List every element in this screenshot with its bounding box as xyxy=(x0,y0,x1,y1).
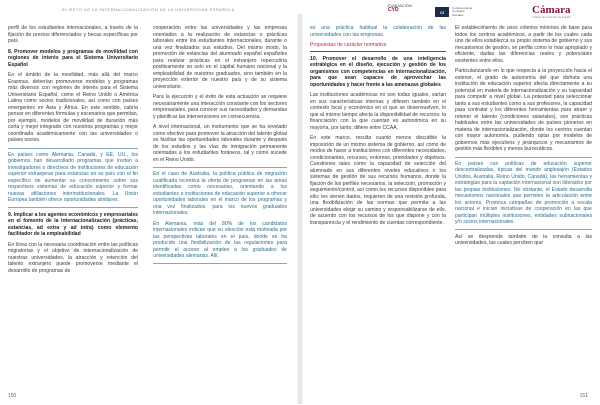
right-page-column-2 xyxy=(455,25,592,251)
page-number-right: 151 xyxy=(579,393,588,399)
book-gutter xyxy=(297,14,303,404)
right-page-column-1 xyxy=(310,25,446,230)
highlight-box: En países como Alemania, Canadá, y EE. UU., los gobiernos han desarrollado programas que invitan a investigadores o directivos de instituciones de educación superior extranjeras para estancias en su país con el fin específico de aumentar su conocimiento sobre sus respectivos sistemas de educación superior y formar nuevas afiliaciones interinstitucionales. La Unión Europea también ofrece oportunidades similares. xyxy=(8,148,138,208)
page-number-left: 150 xyxy=(8,393,17,399)
paragraph: Así se desprende también de la consulta a las universidades, las cuales perciben que xyxy=(455,233,592,246)
section-heading-10: 10. Promover el desarrollo de una inteligencia estratégica en el diseño, ejecución y gestión de los organismos con competencias en internacionalización, para que sean capaces de aprovechar las oportunidades y hacer frente a las amenazas globales xyxy=(310,55,446,88)
camara-logo xyxy=(532,4,571,20)
running-header: EL RETO DE LA INTERNACIONALIZACIÓN DE LA UNIVERSIDAD ESPAÑOLA xyxy=(62,7,235,12)
fundacion-cyd-logo xyxy=(388,4,412,20)
paragraph: Particularizando en lo que respecta a la proyección hacia el exterior, el grado de autonomía del que disfruta una institución de educación superior afecta directamente a su potencial en materia de internacionalización y su capacidad para competir a nivel global. La potestad para seleccionar tanto a sus estudiantes como a sus profesores, la capacidad para contratar y los diferentes herramientas para atraer y retener el talento (condiciones salariales), son prácticas habituales entre las universidades de países pioneros en materia de internacionalización, donde los centros cuentan con mayor autonomía, pudiendo optar por modelos de gobiernos más ejecutivos y jerárquicos y mecanismos de gestión más flexibles y menos burocráticos. xyxy=(455,68,592,152)
subsection-heading: Propuestas de carácter normativo xyxy=(310,42,446,52)
camara-logo-sub: Cámara de Comercio de España xyxy=(532,15,571,19)
highlight-text: es una práctica habitual la colaboración de las universidades con las empresas. xyxy=(310,25,446,38)
paragraph: En línea con la necesaria coordinación entre las políticas migratorias y el objetivo de internacionalización de nuestras universidades, la atracción y retención del talento extranjero puede promoverse mediante el desarrollo de programas de xyxy=(8,241,138,274)
left-page-column-1 xyxy=(8,25,138,278)
highlight-box xyxy=(153,167,287,264)
fundacion-logo-line1: FUNDACIÓN xyxy=(388,3,412,8)
consejos-sociales-logo xyxy=(435,4,476,20)
left-page-column-2 xyxy=(153,25,287,268)
paragraph: Las instituciones académicas no son todas iguales, varían en sus características internas y difieren también en el contexto local y económico en el que se desenvuelven, lo que al mismo tiempo afecta la disponibilidad de recursos: la financiación con la que cuentan es autonómica en su mayoría, por tanto, difiere entre CCAA. xyxy=(310,92,446,131)
paragraph: Para la ejecución y el éxito de esta actuación se requiere necesariamente una interacción constante con los sectores empresariales, para conocer sus necesidades y demandas y planificar las intervenciones en consecuencia. xyxy=(153,94,287,120)
highlight-text: En Alemania, más del 80% de los candidatos internacionales indican que su elección está motivada por las perspectivas laborales en el país, donde se ha producido una flexibilización de las regulaciones para permitir el acceso al empleo a los graduados de universidades alemanas. Allí, xyxy=(153,220,287,259)
ci-logo-text: Conferencia de Consejos Sociales xyxy=(452,5,473,17)
ci-logo-mark: CI xyxy=(435,7,449,17)
paragraph: A nivel internacional, un instrumento que se ha revelado como efectivo para promover la atracción del talento global es facilitar las oportunidades laborales durante y después de los estudios y las vías de inmigración permanente orientadas a los estudiantes foráneos, tal y como sucede en el Reino Unido. xyxy=(153,124,287,163)
highlight-text: En el caso de Australia, la política pública de migración cualificada incentiva la oferta de programas en las áreas identificadas como necesarias, orientando a los estudiantes e instituciones de educación superior a ofrecer oportunidades laborales en el marco de los programas y una vez finalizados, para los nuevos graduados internacionales. xyxy=(153,171,287,216)
paragraph: En el ámbito de la movilidad, más allá del marco Erasmus, deberían promoverse modelos y programas más diversos con regiones de interés para el Sistema Universitario Español, como el Reino Unido o América Latina como socios tradicionales, así como con países emergentes en Asia y África. En este sentido, cabría pensar en diferentes fórmulas y escenarios que permitan, por ejemplo, modelos de movilidad de duración más corta y mejor integrado con nuestros programas y mejor coordinada académicamente con las universidades o países socios. xyxy=(8,72,138,143)
highlight-box: En países con políticas de educación superior descentralizadas, típicas del mundo anglosajón (Estados Unidos, Australia, Reino Unido, Canadá), las herramientas y estrategias para la captación internacional son liderados por las propias instituciones. No obstante, el Estado desarrolla mecanismos nacionales que permiten la articulación entre los actores. Promoca campañas de promoción a escala nacional e inician iniciativas de cooperación en las que participan múltiples instituciones, entidades subnacionales y/o socios internacionales. xyxy=(455,157,592,230)
fundacion-logo-line2: CYD xyxy=(388,7,399,13)
paragraph: perfil de los estudiantes internacionales, a través de la fijación de precios diferenciados y becas específicas por país. xyxy=(8,25,138,44)
paragraph: El establecimiento de unos criterios mínimos de base para todos los centros académicos, a partir de los cuales cada uno de ellos establezca su propio sistema de gobierno y sus mecanismos de gestión, se perfila como lo más apropiado y eficiente, dadas las diferencias reales y potenciales existentes entre ellos. xyxy=(455,25,592,64)
paragraph: En este marco, resulta cuanto menos discutible la imposición de un mismo sistema de gobierno, así como de modos de hacer a instituciones con diferentes necesidades, condicionantes, recursos, entornos, prioridades y objetivos. Cuestiones tales como la capacidad de selección del alumnado en sus diferentes niveles educativos o los sistemas de gestión de sus recursos humanos, donde la fijación de los perfiles necesarios, la selección, promoción y seguimiento/control, así como los recursos disponibles para ello; les vienen dados, requieren de una revisión profunda, una flexibilización de las normas que permita a las universidades elegir su camino y responsabilizarse de ello, de acuerdo con los recursos de los que dispone y con la transparencia y el rendimiento de cuentas correspondiente. xyxy=(310,135,446,226)
camara-logo-text: Cámara xyxy=(532,4,571,16)
section-heading-8: 8. Promover modelos y programas de movilidad con regiones de interés para el Sistema Universitario Español xyxy=(8,48,138,68)
paragraph: cooperación entre las universidades y las empresas orientados a la realización de estancias o prácticas laborales entre los estudiantes internacionales, durante o una vez finalizados sus estudios. Del mismo modo, la promoción de estancias del alumnado español españoles para realizar prácticas en el extranjero repercutiría positivamente no solo en el capital humano nacional y la empleabilidad de nuestros graduados, sino también en la proyección exterior de nuestro país y de su sistema universitario. xyxy=(153,25,287,90)
section-heading-9: 9. Implicar a los agentes económicos y empresariales en el fomento de la internacionalización (prácticas, estancias, ad extra y ad intra) como elemento facilitador de la empleabilidad xyxy=(8,211,138,237)
